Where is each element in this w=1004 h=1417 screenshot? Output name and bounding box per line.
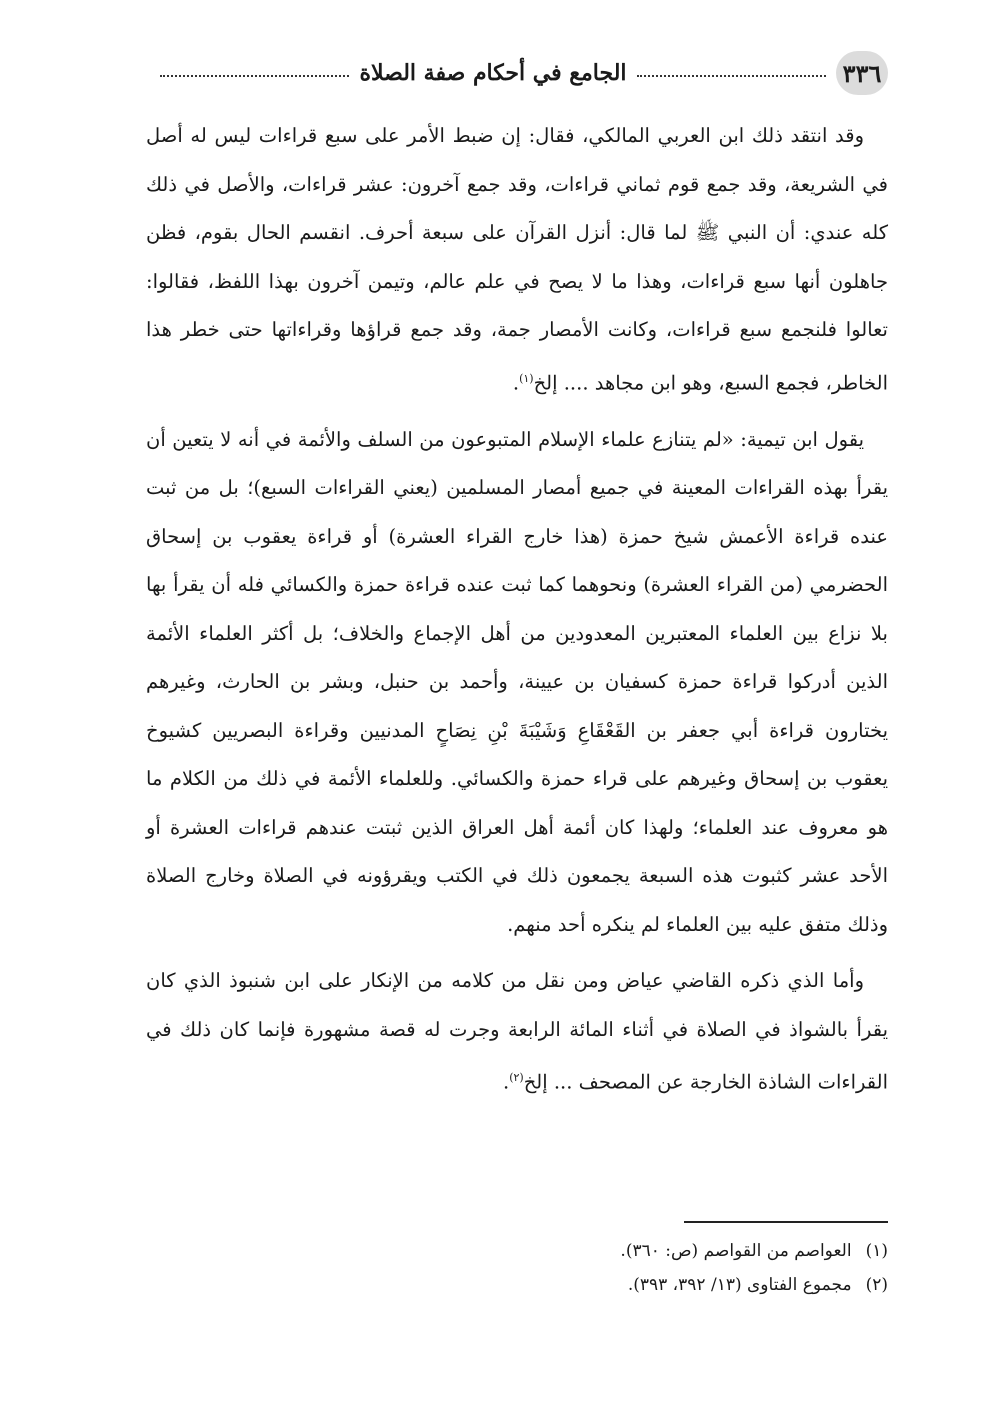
- footnote: [146, 1268, 888, 1302]
- main-text: [146, 112, 888, 1115]
- footnote-number: (١): [865, 1241, 888, 1261]
- header-dotted-rule: [637, 75, 826, 77]
- book-title: الجامع في أحكام صفة الصلاة: [359, 60, 627, 86]
- footnote-separator: [684, 1221, 888, 1223]
- paragraph: وقد انتقد ذلك ابن العربي المالكي، فقال: إن ضبط الأمر على سبع قراءات ليس له أصل في الشريعة، وقد جمع قوم ثماني قراءات، وقد جمع آخرون: عشر قراءات، والأصل في ذلك كله عندي: أن النبي ﷺ لما قال: أنزل القرآن على سبعة أحرف. انقسم الحال بقوم، فظن جاهلون أنها سبع قراءات، وهذا ما لا يصح في علم عالم، وتيمن آخرون بهذا اللفظ، فقالوا: تعالوا فلنجمع سبع قراءات، وكانت الأمصار جمة، وقد جمع قراؤها وقراءاتها حتى خطر هذا الخاطر، فجمع السبع، وهو ابن مجاهد .... إلخ$^{(١)}$.: [146, 124, 888, 394]
- footnotes: [146, 1234, 888, 1302]
- footnote: [146, 1234, 888, 1268]
- paragraph: وأما الذي ذكره القاضي عياض ومن نقل من كلامه من الإنكار على ابن شنبوذ الذي كان يقرأ بالشواذ في الصلاة في أثناء المائة الرابعة وجرت له قصة مشهورة فإنما كان ذلك في القراءات الشاذة الخارجة عن المصحف ... إلخ$^{(٢)}$.: [146, 969, 888, 1094]
- page-number: ٣٣٦: [836, 51, 888, 95]
- footnote-text: العواصم من القواصم (ص: ٣٦٠).: [620, 1241, 852, 1261]
- footnote-text: مجموع الفتاوى (١٣/ ٣٩٢، ٣٩٣).: [627, 1275, 852, 1295]
- paragraph: يقول ابن تيمية: «لم يتنازع علماء الإسلام المتبوعون من السلف والأئمة في أنه لا يتعين أن يقرأ بهذه القراءات المعينة في جميع أمصار المسلمين (يعني القراءات السبع)؛ بل من ثبت عنده قراءة الأعمش شيخ حمزة (هذا خارج القراء العشرة) أو قراءة يعقوب بن إسحاق الحضرمي (من القراء العشرة) ونحوهما كما ثبت عنده قراءة حمزة والكسائي فله أن يقرأ بها بلا نزاع بين العلماء المعتبرين المعدودين من أهل الإجماع والخلاف؛ بل أكثر العلماء الأئمة الذين أدركوا قراءة حمزة كسفيان بن عيينة، وأحمد بن حنبل، وبشر بن الحارث، وغيرهم يختارون قراءة أبي جعفر بن القَعْقَاعِ وَشَيْبَةَ بْنِ نِصَاحٍ المدنيين وقراءة البصريين كشيوخ يعقوب بن إسحاق وغيرهم على قراء حمزة والكسائي. وللعلماء الأئمة في ذلك من الكلام ما هو معروف عند العلماء؛ ولهذا كان أئمة أهل العراق الذين ثبتت عندهم قراءات العشرة أو الأحد عشر كثبوت هذه السبعة يجمعون ذلك في الكتب ويقرؤونه في الصلاة وخارج الصلاة وذلك متفق عليه بين العلماء لم ينكره أحد منهم.: [146, 427, 888, 936]
- page-header: [150, 50, 888, 96]
- footnote-ref: (١): [519, 371, 534, 385]
- header-dotted-rule-left: [160, 75, 349, 77]
- footnote-number: (٢): [865, 1275, 888, 1295]
- footnote-ref: (٢): [509, 1071, 524, 1084]
